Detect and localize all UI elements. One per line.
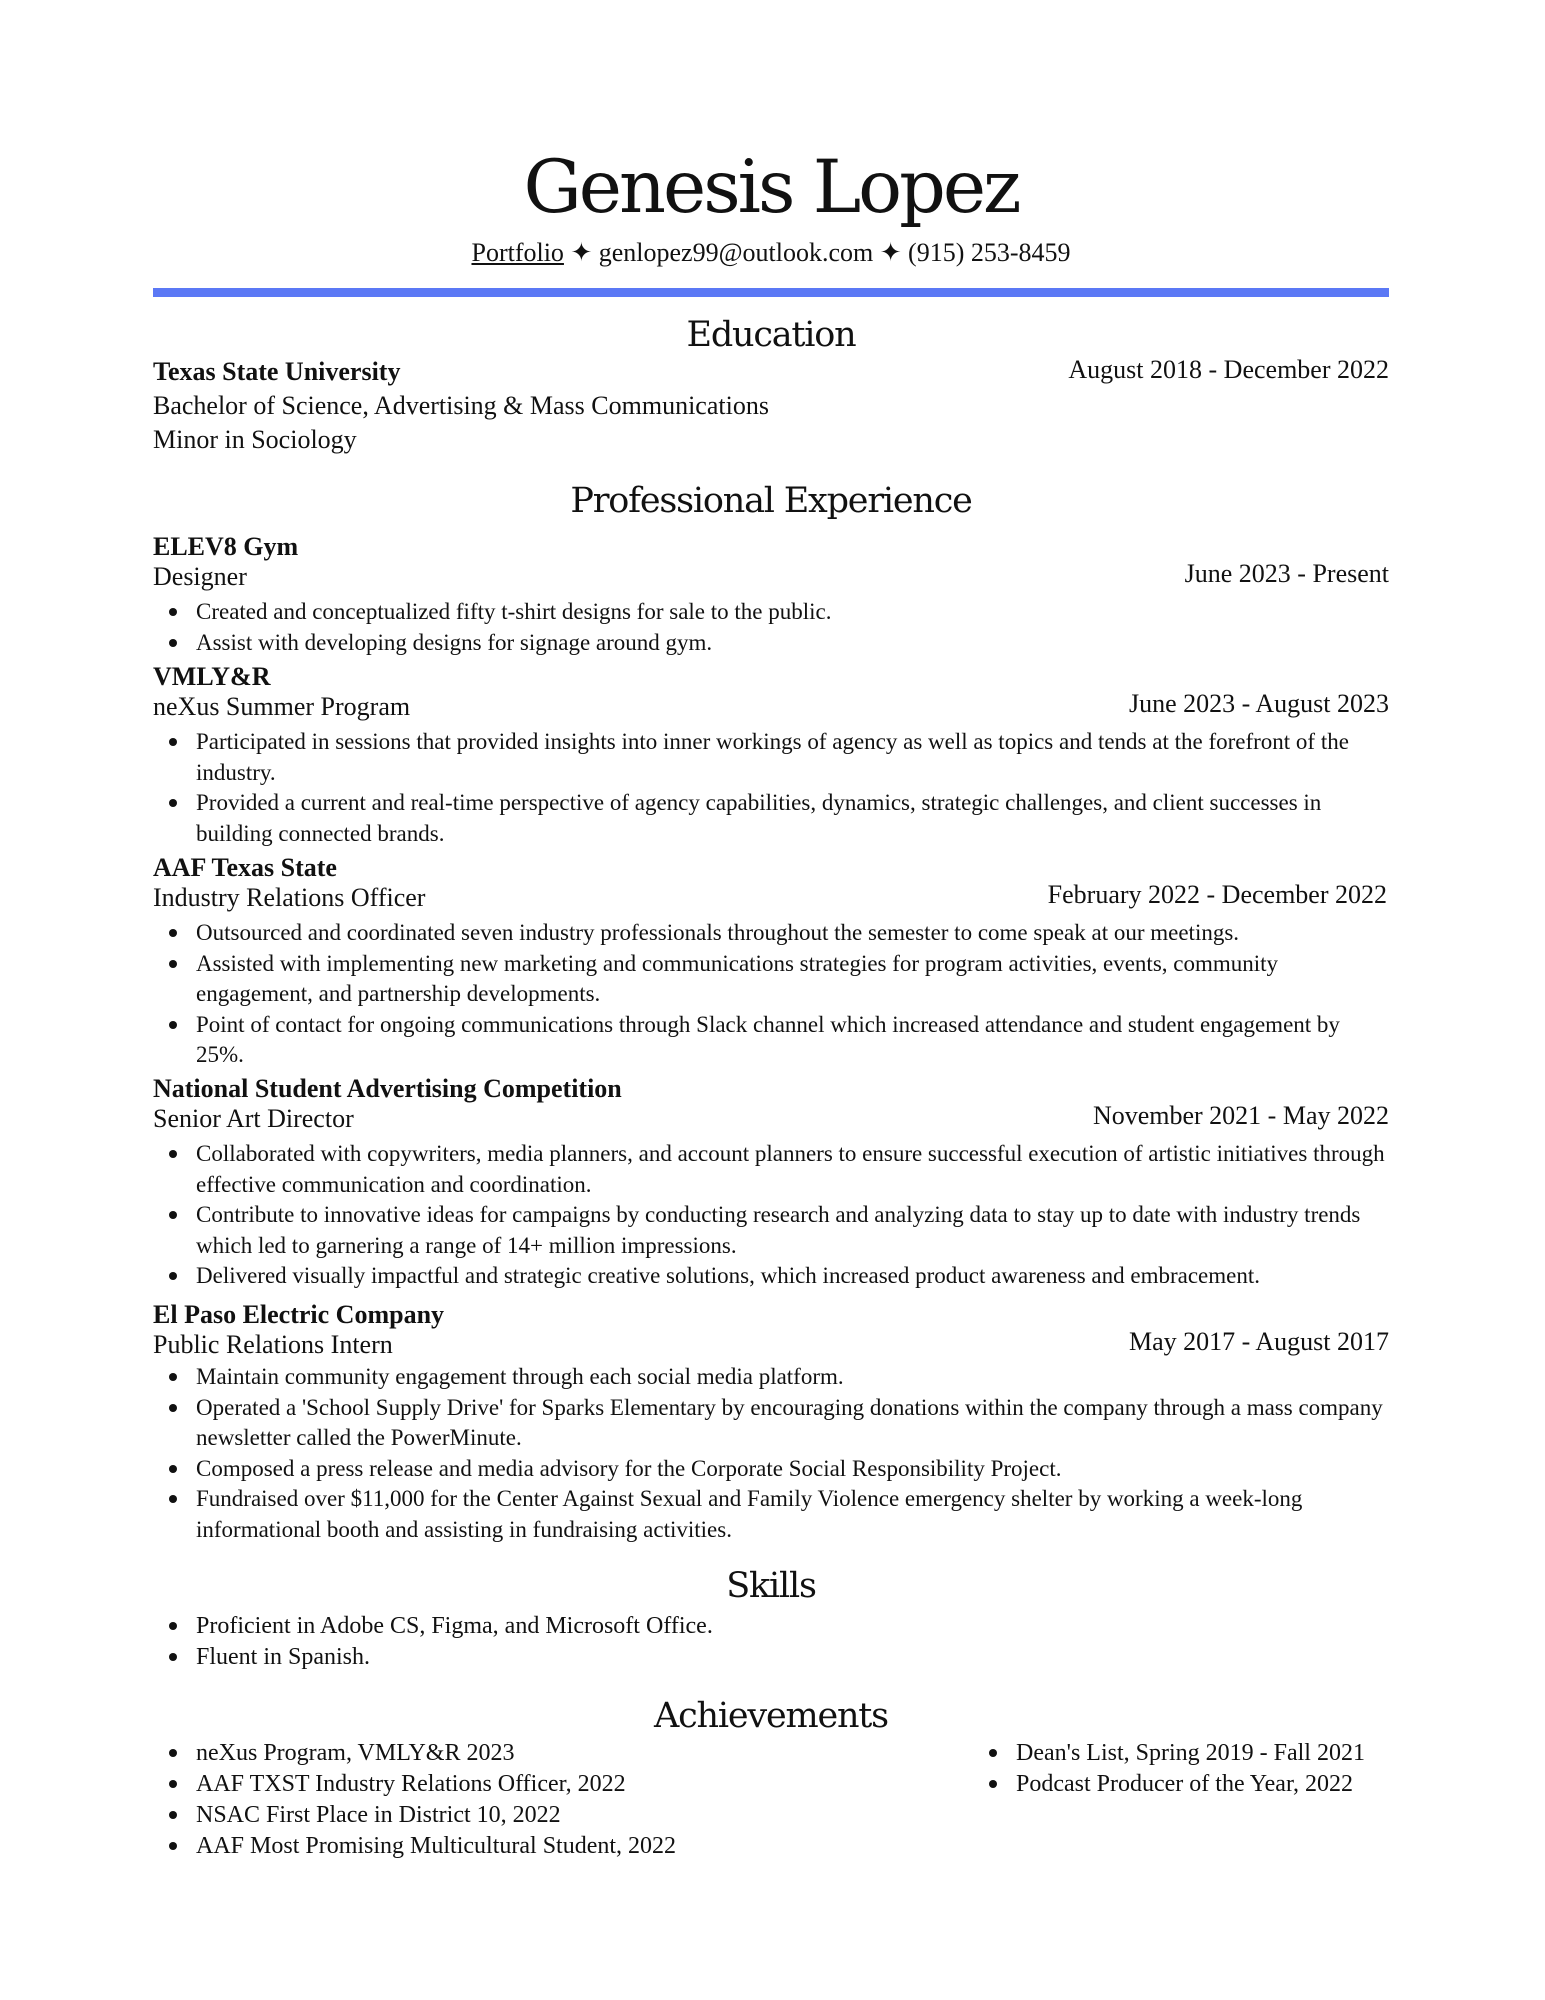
list-item: Proficient in Adobe CS, Figma, and Microsoft Office. — [153, 1611, 1389, 1642]
list-item: Participated in sessions that provided insights into inner workings of agency as well as topics and tends at the forefront of the industry. — [153, 727, 1389, 788]
education-title: Education — [686, 315, 856, 355]
education-minor: Minor in Sociology — [153, 425, 357, 454]
skills-title: Skills — [726, 1566, 816, 1606]
list-item: Podcast Producer of the Year, 2022 — [973, 1769, 1389, 1800]
job-bullets — [153, 727, 1389, 849]
list-item: Operated a 'School Supply Drive' for Sparks Elementary by encouraging donations within the company through a mass company newsletter called the PowerMinute. — [153, 1393, 1389, 1454]
job-bullets — [153, 1362, 1389, 1545]
list-item: Maintain community engagement through each social media platform. — [153, 1362, 1389, 1393]
separator-star: ✦ — [879, 238, 902, 267]
job-bullets — [153, 1139, 1389, 1292]
education-dates: August 2018 - December 2022 — [1068, 355, 1389, 384]
job-role: Public Relations Intern — [153, 1330, 393, 1359]
list-item: Assisted with implementing new marketing and communications strategies for program activities, events, community engagement, and partnership developments. — [153, 949, 1389, 1010]
job-dates: June 2023 - Present — [1184, 559, 1389, 588]
list-item: Outsourced and coordinated seven industry professionals throughout the semester to come speak at our meetings. — [153, 918, 1389, 949]
job-role: Industry Relations Officer — [153, 883, 426, 912]
list-item: neXus Program, VMLY&R 2023 — [153, 1738, 853, 1769]
job-org: AAF Texas State — [153, 853, 337, 882]
experience-title: Professional Experience — [570, 481, 972, 521]
achievements-title: Achievements — [654, 1696, 888, 1736]
job-org: El Paso Electric Company — [153, 1300, 445, 1329]
achievements-list-left — [153, 1738, 853, 1862]
list-item: AAF TXST Industry Relations Officer, 2022 — [153, 1769, 853, 1800]
education-degree: Bachelor of Science, Advertising & Mass Communications — [153, 391, 769, 420]
list-item: Fluent in Spanish. — [153, 1642, 1389, 1673]
list-item: Collaborated with copywriters, media planners, and account planners to ensure successful execution of artistic initiatives through effective communication and coordination. — [153, 1139, 1389, 1200]
job-role: Designer — [153, 562, 247, 591]
portfolio-link[interactable]: Portfolio — [471, 238, 564, 267]
skills-list — [153, 1611, 1389, 1673]
job-role: Senior Art Director — [153, 1104, 354, 1133]
job-dates: May 2017 - August 2017 — [1129, 1327, 1389, 1356]
achievements-list-right — [973, 1738, 1389, 1800]
list-item: AAF Most Promising Multicultural Student, 2022 — [153, 1831, 853, 1862]
job-org: ELEV8 Gym — [153, 532, 299, 561]
job-bullets — [153, 597, 1389, 658]
list-item: Provided a current and real-time perspective of agency capabilities, dynamics, strategic challenges, and client successes in building connected brands. — [153, 788, 1389, 849]
contact-line — [153, 237, 1389, 269]
list-item: NSAC First Place in District 10, 2022 — [153, 1800, 853, 1831]
phone-text: (915) 253-8459 — [908, 238, 1071, 267]
list-item: Delivered visually impactful and strategic creative solutions, which increased product awareness and embracement. — [153, 1261, 1389, 1292]
list-item: Fundraised over $11,000 for the Center Against Sexual and Family Violence emergency shelter by working a week-long informational booth and assisting in fundraising activities. — [153, 1484, 1389, 1545]
list-item: Created and conceptualized fifty t-shirt designs for sale to the public. — [153, 597, 1389, 628]
job-org: VMLY&R — [153, 662, 271, 691]
separator-star: ✦ — [570, 238, 593, 267]
list-item: Assist with developing designs for signage around gym. — [153, 628, 1389, 659]
job-bullets — [153, 918, 1389, 1071]
job-dates: February 2022 - December 2022 — [1047, 880, 1387, 909]
job-role: neXus Summer Program — [153, 692, 411, 721]
job-dates: June 2023 - August 2023 — [1129, 689, 1389, 718]
list-item: Contribute to innovative ideas for campaigns by conducting research and analyzing data to stay up to date with industry trends which led to garnering a range of 14+ million impressions. — [153, 1200, 1389, 1261]
list-item: Composed a press release and media advisory for the Corporate Social Responsibility Project. — [153, 1454, 1389, 1485]
candidate-name: Genesis Lopez — [523, 145, 1019, 230]
list-item: Dean's List, Spring 2019 - Fall 2021 — [973, 1738, 1389, 1769]
email-text: genlopez99@outlook.com — [598, 238, 874, 267]
header-divider — [153, 288, 1389, 297]
job-org: National Student Advertising Competition — [153, 1074, 622, 1103]
education-school: Texas State University — [153, 357, 401, 386]
job-dates: November 2021 - May 2022 — [1092, 1101, 1389, 1130]
list-item: Point of contact for ongoing communications through Slack channel which increased attendance and student engagement by 25%. — [153, 1010, 1389, 1071]
